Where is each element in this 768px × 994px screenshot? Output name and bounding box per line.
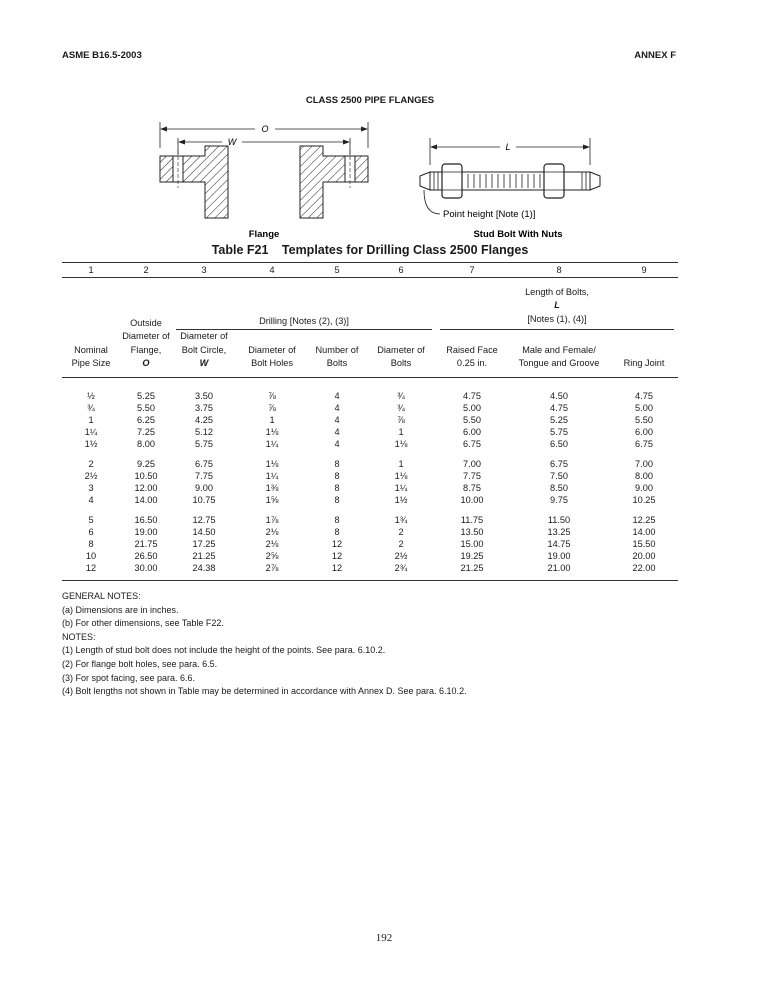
table-cell-value: 10: [85, 550, 97, 561]
cell-male-female: [508, 506, 610, 581]
table-cell-value: 14.75: [547, 538, 571, 549]
header-ring-joint: Ring Joint: [623, 358, 665, 368]
table-cell-value: 30.00: [134, 562, 158, 573]
drilling-table: [62, 262, 678, 581]
table-cell-value: 3.50: [195, 390, 213, 401]
header-bolt-holes: Diameter of Bolt Holes: [248, 344, 296, 368]
table-cell-value: 2: [398, 538, 404, 549]
table-cell-value: 2: [398, 526, 404, 537]
table-cell-value: 4: [334, 414, 340, 425]
table-cell-value: 2⅛: [265, 526, 279, 537]
table-cell-value: 4: [334, 390, 340, 401]
dimension-o: [160, 122, 368, 148]
table-cell-value: ⅞: [268, 390, 276, 401]
general-note: (a) Dimensions are in inches.: [62, 604, 179, 615]
table-cell-value: 2¾: [394, 562, 408, 573]
table-cell-value: 8.00: [635, 470, 653, 481]
table-cell-value: 1¼: [394, 482, 408, 493]
cell-male-female: [508, 377, 610, 450]
table-cell-value: 13.25: [547, 526, 571, 537]
general-notes-heading: GENERAL NOTES:: [62, 591, 141, 601]
table-cell-value: 2⅝: [265, 550, 279, 561]
table-cell-value: 7.25: [137, 426, 155, 437]
table-cell-value: ¾: [397, 390, 405, 401]
col-number: 2: [120, 263, 172, 278]
caption-stud-bolt: Stud Bolt With Nuts: [473, 229, 563, 240]
table-cell-value: 1: [398, 426, 404, 437]
table-cell-value: 1⅜: [265, 482, 279, 493]
table-cell-value: 5.25: [137, 390, 155, 401]
table-cell-value: 4: [334, 402, 340, 413]
table-cell-value: 14.00: [134, 494, 158, 505]
table-cell-value: 9.25: [137, 458, 155, 469]
cell-number-of-bolts: [308, 506, 366, 581]
note: (3) For spot facing, see para. 6.6.: [62, 672, 196, 683]
table-cell-value: 7.50: [550, 470, 568, 481]
table-cell-value: 6.00: [463, 426, 481, 437]
table-cell-value: 22.00: [632, 562, 656, 573]
table-cell-value: ⅞: [397, 414, 405, 425]
cell-ring-joint: [610, 450, 678, 506]
table-cell-value: 12: [331, 562, 343, 573]
cell-raised-face: [436, 377, 508, 450]
header-annex: ANNEX F: [634, 50, 676, 61]
table-cell-value: 4.25: [195, 414, 213, 425]
header-number-of-bolts: Number of Bolts: [315, 344, 359, 368]
col-number: 8: [508, 263, 610, 278]
table-cell-value: 3.75: [195, 402, 213, 413]
notes-block: [62, 590, 467, 699]
table-cell-value: 1⅞: [265, 514, 279, 525]
table-cell-value: 1⅛: [394, 470, 408, 481]
table-cell-value: 5.50: [635, 414, 653, 425]
table-cell-value: 1: [398, 458, 404, 469]
header-outside-diameter: Outside Diameter of Flange, O: [122, 317, 170, 368]
table-cell-value: 14.50: [192, 526, 216, 537]
table-cell-value: 2⅛: [265, 538, 279, 549]
table-cell-value: 8: [334, 526, 340, 537]
cell-bolt-diameter: [366, 377, 436, 450]
figure-title: CLASS 2500 PIPE FLANGES: [305, 95, 435, 106]
table-cell-value: 1½: [394, 494, 408, 505]
table-cell-value: 19.00: [134, 526, 158, 537]
cell-bolt-diameter: [366, 506, 436, 581]
table-cell-value: 8: [334, 514, 340, 525]
cell-bolt-circle: [172, 506, 236, 581]
table-cell-value: 11.75: [460, 514, 484, 525]
table-cell-value: 1¼: [84, 426, 98, 437]
table-cell-value: ½: [87, 390, 95, 401]
table-number: Table F21: [211, 243, 269, 257]
table-cell-value: 5.75: [195, 438, 213, 449]
table-cell-value: 2½: [394, 550, 408, 561]
note: (1) Length of stud bolt does not include the height of the points. See para. 6.10.2.: [62, 645, 386, 656]
cell-pipe-size: [62, 506, 120, 581]
label-l: L: [505, 142, 511, 152]
table-caption: Templates for Drilling Class 2500 Flanges: [281, 243, 529, 257]
table-cell-value: 3: [88, 482, 94, 493]
table-cell-value: 6.75: [550, 458, 568, 469]
cell-number-of-bolts: [308, 377, 366, 450]
cell-bolt-holes: [236, 450, 308, 506]
table-cell-value: 10.25: [632, 494, 656, 505]
table-cell-value: 8: [334, 482, 340, 493]
table-cell-value: 21.75: [134, 538, 158, 549]
col-number: 3: [172, 263, 236, 278]
header-standard: ASME B16.5-2003: [62, 50, 142, 61]
table-cell-value: 4: [334, 438, 340, 449]
table-cell-value: 13.50: [460, 526, 484, 537]
table-cell-value: 8: [88, 538, 94, 549]
page-number: 192: [375, 932, 393, 944]
table-cell-value: 1¾: [394, 514, 408, 525]
col-number: 9: [610, 263, 678, 278]
col-number: 4: [236, 263, 308, 278]
table-cell-value: 4: [88, 494, 94, 505]
table-cell-value: 9.00: [635, 482, 653, 493]
table-cell-value: 2: [88, 458, 94, 469]
table-cell-value: 16.50: [134, 514, 158, 525]
header-nominal-pipe-size: Nominal Pipe Size: [71, 344, 111, 368]
table-cell-value: ⅞: [268, 402, 276, 413]
table-row-group: [62, 377, 678, 450]
table-cell-value: 5: [88, 514, 94, 525]
table-cell-value: 2½: [84, 470, 98, 481]
col-number: 7: [436, 263, 508, 278]
table-cell-value: 1⅝: [265, 494, 279, 505]
table-cell-value: 8.50: [550, 482, 568, 493]
table-cell-value: 19.00: [547, 550, 571, 561]
col-number: 1: [62, 263, 120, 278]
table-cell-value: 20.00: [632, 550, 656, 561]
cell-bolt-holes: [236, 506, 308, 581]
cell-bolt-diameter: [366, 450, 436, 506]
caption-point-height: Point height [Note (1)]: [443, 209, 536, 220]
table-cell-value: 1: [269, 414, 275, 425]
table-cell-value: 6.75: [635, 438, 653, 449]
table-cell-value: 8: [334, 458, 340, 469]
header-raised-face: Raised Face 0.25 in.: [446, 344, 498, 368]
table-cell-value: 15.00: [460, 538, 484, 549]
table-cell-value: 14.00: [632, 526, 656, 537]
table-cell-value: 6: [88, 526, 94, 537]
table-cell-value: 5.75: [550, 426, 568, 437]
table-cell-value: 7.75: [463, 470, 481, 481]
header-bolt-circle: Diameter of Bolt Circle, W: [180, 331, 228, 368]
table-cell-value: 17.25: [192, 538, 216, 549]
table-cell-value: 12: [331, 538, 343, 549]
table-cell-value: 21.25: [460, 562, 484, 573]
table-cell-value: 7.00: [635, 458, 653, 469]
table-cell-value: 10.75: [192, 494, 216, 505]
table-cell-value: 11.50: [547, 514, 571, 525]
general-note: (b) For other dimensions, see Table F22.: [62, 618, 224, 629]
table-cell-value: 12.25: [632, 514, 656, 525]
dimension-l: [430, 138, 590, 165]
flange-drawing: [160, 146, 368, 218]
table-cell-value: 6.75: [463, 438, 481, 449]
table-cell-value: 1¼: [265, 438, 279, 449]
cell-raised-face: [436, 506, 508, 581]
table-cell-value: 5.00: [635, 402, 653, 413]
table-cell-value: 10.50: [134, 470, 158, 481]
table-cell-value: 21.25: [192, 550, 216, 561]
cell-number-of-bolts: [308, 450, 366, 506]
stud-bolt-drawing: [420, 164, 600, 214]
table-cell-value: 15.50: [632, 538, 656, 549]
table-cell-value: 5.50: [463, 414, 481, 425]
table-cell-value: 1⅛: [394, 438, 408, 449]
col-number: 5: [308, 263, 366, 278]
table-cell-value: 4.75: [463, 390, 481, 401]
table-cell-value: 1⅛: [265, 458, 279, 469]
caption-flange: Flange: [248, 229, 280, 240]
table-cell-value: 6.50: [550, 438, 568, 449]
table-title: [0, 243, 740, 257]
header-male-female: Male and Female/ Tongue and Groove: [518, 344, 600, 368]
table-cell-value: ¾: [397, 402, 405, 413]
header-length-group: Length of Bolts, L [Notes (1), (4)]: [440, 286, 674, 331]
notes-heading: NOTES:: [62, 631, 96, 642]
table-cell-value: 12.00: [134, 482, 158, 493]
column-number-row: [62, 263, 678, 278]
cell-outside-diameter: [120, 506, 172, 581]
table-cell-value: 12: [85, 562, 97, 573]
table-cell-value: 9.00: [195, 482, 213, 493]
table-cell-value: 10.00: [460, 494, 484, 505]
table-cell-value: 9.75: [550, 494, 568, 505]
table-cell-value: 12.75: [192, 514, 216, 525]
cell-male-female: [508, 450, 610, 506]
cell-ring-joint: [610, 506, 678, 581]
cell-ring-joint: [610, 377, 678, 450]
cell-outside-diameter: [120, 450, 172, 506]
note: (2) For flange bolt holes, see para. 6.5.: [62, 658, 218, 669]
table-cell-value: 5.00: [463, 402, 481, 413]
cell-raised-face: [436, 450, 508, 506]
table-cell-value: 2⅞: [265, 562, 279, 573]
table-cell-value: 5.50: [137, 402, 155, 413]
cell-pipe-size: [62, 377, 120, 450]
table-cell-value: 19.25: [460, 550, 484, 561]
table-cell-value: 21.00: [547, 562, 571, 573]
table-cell-value: 1: [88, 414, 94, 425]
table-body: [62, 377, 678, 580]
table-cell-value: 4.50: [550, 390, 568, 401]
table-cell-value: 7.00: [463, 458, 481, 469]
table-cell-value: 4.75: [550, 402, 568, 413]
label-w: W: [227, 137, 237, 147]
table-row-group: [62, 450, 678, 506]
note: (4) Bolt lengths not shown in Table may be determined in accordance with Annex D. See para. 6.10.2.: [62, 686, 467, 697]
dimension-w: [178, 137, 350, 155]
table-cell-value: 1¼: [265, 470, 279, 481]
cell-bolt-circle: [172, 377, 236, 450]
table-cell-value: 24.38: [192, 562, 216, 573]
table-cell-value: 7.75: [195, 470, 213, 481]
table-cell-value: 4: [334, 426, 340, 437]
table-cell-value: 6.75: [195, 458, 213, 469]
table-cell-value: 8.00: [137, 438, 155, 449]
header-bolt-diameter: Diameter of Bolts: [377, 344, 425, 368]
table-row-group: [62, 506, 678, 581]
col-number: 6: [366, 263, 436, 278]
table-cell-value: 8.75: [463, 482, 481, 493]
header-row: [62, 330, 678, 377]
cell-outside-diameter: [120, 377, 172, 450]
table-cell-value: 26.50: [134, 550, 158, 561]
table-cell-value: 1⅛: [265, 426, 279, 437]
cell-bolt-circle: [172, 450, 236, 506]
table-cell-value: 8: [334, 470, 340, 481]
table-cell-value: 5.12: [195, 426, 213, 437]
table-cell-value: 8: [334, 494, 340, 505]
table-cell-value: 6.00: [635, 426, 653, 437]
flange-figure: [0, 110, 768, 245]
table-cell-value: 6.25: [137, 414, 155, 425]
table-cell-value: ¾: [87, 402, 95, 413]
table-cell-value: 1½: [84, 438, 98, 449]
cell-bolt-holes: [236, 377, 308, 450]
label-o: O: [261, 124, 269, 134]
table-cell-value: 12: [331, 550, 343, 561]
header-drilling-group: Drilling [Notes (2), (3)]: [176, 316, 432, 330]
table-cell-value: 4.75: [635, 390, 653, 401]
cell-pipe-size: [62, 450, 120, 506]
table-cell-value: 5.25: [550, 414, 568, 425]
